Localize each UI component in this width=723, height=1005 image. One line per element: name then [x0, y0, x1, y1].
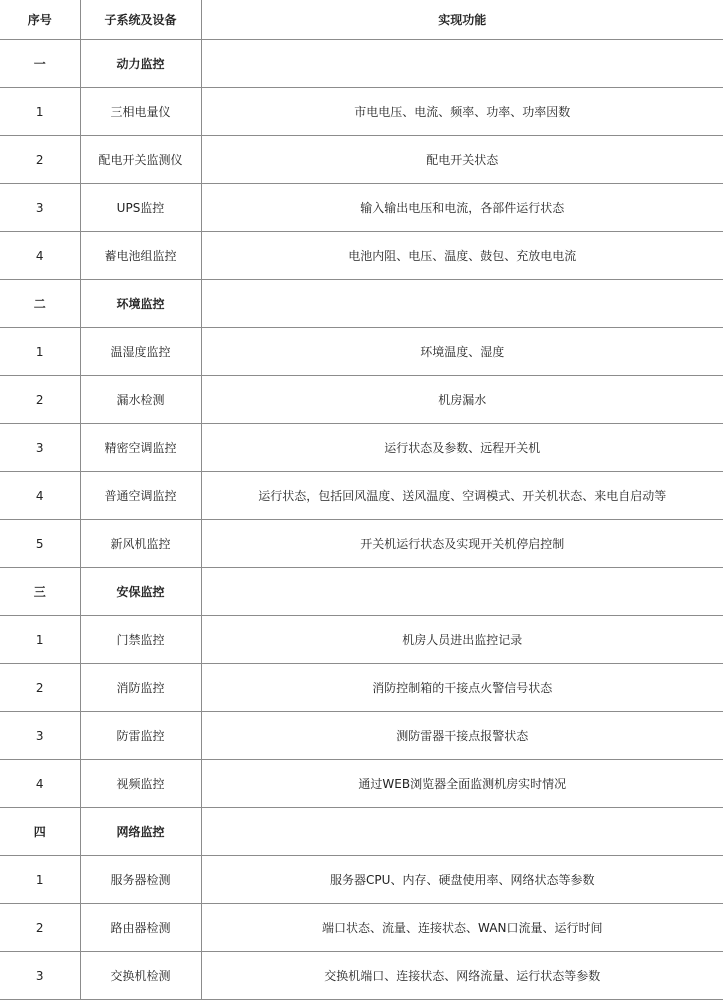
row-number-cell: 2	[0, 664, 80, 712]
table-row	[0, 616, 723, 664]
function-cell: 环境温度、湿度	[201, 328, 723, 376]
row-number-cell: 4	[0, 232, 80, 280]
section-row	[0, 280, 723, 328]
table-row	[0, 904, 723, 952]
table-row	[0, 712, 723, 760]
table-row	[0, 664, 723, 712]
row-number-cell: 1	[0, 616, 80, 664]
row-number-cell: 二	[0, 280, 80, 328]
subsystem-cell: 路由器检测	[80, 904, 201, 952]
subsystem-cell: 交换机检测	[80, 952, 201, 1000]
subsystem-cell: 温湿度监控	[80, 328, 201, 376]
subsystem-cell: 防雷监控	[80, 712, 201, 760]
function-cell: 配电开关状态	[201, 136, 723, 184]
table-header	[0, 0, 723, 40]
section-row	[0, 40, 723, 88]
subsystem-cell: 安保监控	[80, 568, 201, 616]
row-number-cell: 4	[0, 472, 80, 520]
header-no: 序号	[0, 0, 80, 40]
function-cell: 机房人员进出监控记录	[201, 616, 723, 664]
subsystem-cell: 配电开关监测仪	[80, 136, 201, 184]
header-subsystem: 子系统及设备	[80, 0, 201, 40]
table-row	[0, 760, 723, 808]
row-number-cell: 三	[0, 568, 80, 616]
row-number-cell: 四	[0, 808, 80, 856]
table-row	[0, 952, 723, 1000]
section-row	[0, 808, 723, 856]
function-cell: 消防控制箱的干接点火警信号状态	[201, 664, 723, 712]
function-cell: 端口状态、流量、连接状态、WAN口流量、运行时间	[201, 904, 723, 952]
function-cell: 运行状态，包括回风温度、送风温度、空调模式、开关机状态、来电自启动等	[201, 472, 723, 520]
function-cell: 交换机端口、连接状态、网络流量、运行状态等参数	[201, 952, 723, 1000]
function-cell: 通过WEB浏览器全面监测机房实时情况	[201, 760, 723, 808]
row-number-cell: 1	[0, 328, 80, 376]
row-number-cell: 3	[0, 952, 80, 1000]
subsystem-cell: 网络监控	[80, 808, 201, 856]
function-cell	[201, 40, 723, 88]
table-row	[0, 376, 723, 424]
row-number-cell: 1	[0, 88, 80, 136]
table-row	[0, 424, 723, 472]
function-cell: 市电电压、电流、频率、功率、功率因数	[201, 88, 723, 136]
row-number-cell: 3	[0, 712, 80, 760]
function-cell	[201, 568, 723, 616]
subsystem-cell: 蓄电池组监控	[80, 232, 201, 280]
function-cell: 测防雷器干接点报警状态	[201, 712, 723, 760]
function-cell: 运行状态及参数、远程开关机	[201, 424, 723, 472]
function-cell: 输入输出电压和电流，各部件运行状态	[201, 184, 723, 232]
subsystem-cell: 三相电量仪	[80, 88, 201, 136]
subsystem-cell: 漏水检测	[80, 376, 201, 424]
subsystem-cell: 普通空调监控	[80, 472, 201, 520]
row-number-cell: 4	[0, 760, 80, 808]
subsystem-cell: 新风机监控	[80, 520, 201, 568]
subsystem-cell: 服务器检测	[80, 856, 201, 904]
function-cell: 开关机运行状态及实现开关机停启控制	[201, 520, 723, 568]
row-number-cell: 一	[0, 40, 80, 88]
subsystem-cell: 环境监控	[80, 280, 201, 328]
subsystem-cell: 门禁监控	[80, 616, 201, 664]
table-row	[0, 184, 723, 232]
subsystem-cell: 动力监控	[80, 40, 201, 88]
row-number-cell: 2	[0, 376, 80, 424]
row-number-cell: 3	[0, 424, 80, 472]
row-number-cell: 2	[0, 136, 80, 184]
section-row	[0, 568, 723, 616]
row-number-cell: 2	[0, 904, 80, 952]
table-row	[0, 520, 723, 568]
table-row	[0, 136, 723, 184]
row-number-cell: 3	[0, 184, 80, 232]
header-row	[0, 0, 723, 40]
row-number-cell: 5	[0, 520, 80, 568]
table-row	[0, 232, 723, 280]
function-cell: 服务器CPU、内存、硬盘使用率、网络状态等参数	[201, 856, 723, 904]
subsystem-cell: UPS监控	[80, 184, 201, 232]
header-function: 实现功能	[201, 0, 723, 40]
function-cell: 机房漏水	[201, 376, 723, 424]
table-row	[0, 472, 723, 520]
table-row	[0, 328, 723, 376]
subsystem-cell: 精密空调监控	[80, 424, 201, 472]
subsystem-cell: 视频监控	[80, 760, 201, 808]
function-cell: 电池内阻、电压、温度、鼓包、充放电电流	[201, 232, 723, 280]
subsystem-cell: 消防监控	[80, 664, 201, 712]
function-cell	[201, 280, 723, 328]
row-number-cell: 1	[0, 856, 80, 904]
table-row	[0, 88, 723, 136]
table-row	[0, 856, 723, 904]
function-cell	[201, 808, 723, 856]
table-body	[0, 40, 723, 1000]
